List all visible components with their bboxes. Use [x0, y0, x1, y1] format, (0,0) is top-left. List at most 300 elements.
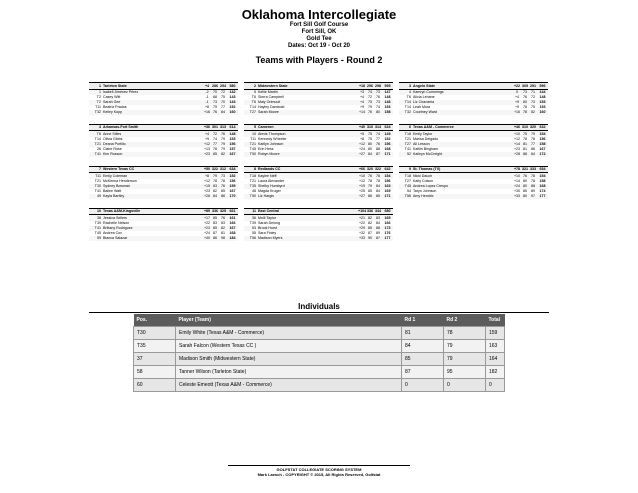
- player-to-par: +8: [204, 173, 210, 178]
- player-pos: T45: [404, 183, 411, 188]
- player-list: [89, 90, 238, 115]
- player-total: 153: [229, 136, 236, 141]
- team-round2: 320: [530, 125, 536, 130]
- player-round2: 84: [221, 110, 225, 115]
- player-round2: 74: [376, 105, 380, 110]
- individual-player: Emily White (Texas A&M - Commerce): [176, 327, 402, 340]
- individual-row: [134, 366, 505, 379]
- team-header: [89, 166, 238, 174]
- team-round2: 291: [530, 83, 536, 88]
- player-total: 142: [229, 89, 236, 94]
- team-row: [89, 208, 549, 241]
- player-round1: 76: [213, 110, 217, 115]
- player-name: Ali Lesson: [413, 141, 430, 146]
- player-round2: 84: [531, 152, 535, 157]
- team-round2: 298: [375, 83, 381, 88]
- team-box: [399, 82, 548, 115]
- player-row: [244, 90, 393, 95]
- team-to-par: +36: [203, 125, 211, 130]
- player-row: [399, 142, 548, 147]
- player-name: Alicia Lehane: [413, 94, 435, 99]
- player-round1: 78: [523, 110, 527, 115]
- player-total: 143: [229, 94, 236, 99]
- player-name: Sarah Gee: [103, 99, 121, 104]
- player-name: Sarah Moore: [258, 110, 279, 115]
- player-pos: T2: [96, 94, 101, 99]
- player-to-par: +5: [359, 131, 365, 136]
- player-pos: T45: [94, 230, 101, 235]
- player-round1: 74: [213, 136, 217, 141]
- player-round1: 88: [523, 152, 527, 157]
- player-round1: 85: [213, 215, 217, 220]
- player-round2: 83: [376, 215, 380, 220]
- player-row: [89, 184, 238, 189]
- player-row: [399, 189, 548, 194]
- player-pos: T21: [94, 141, 101, 146]
- player-round1: 84: [368, 152, 372, 157]
- player-to-par: +21: [358, 215, 366, 220]
- player-row: [89, 100, 238, 105]
- player-name: Molli Taylor: [258, 215, 276, 220]
- player-row: [399, 105, 548, 110]
- team-name: Texas A&M - Commerce: [413, 125, 454, 130]
- player-name: Kaity Colson: [413, 178, 434, 183]
- individual-row: [134, 327, 505, 340]
- player-pos: 49: [97, 194, 101, 199]
- player-pos: T21: [94, 178, 101, 183]
- team-header: [399, 166, 548, 174]
- player-pos: 52: [407, 152, 411, 157]
- individuals-title: Individuals: [298, 302, 340, 311]
- individual-player: Celeste Emeott (Texas A&M - Commerce): [176, 379, 402, 392]
- player-round1: 75: [368, 131, 372, 136]
- player-round1: 75: [523, 131, 527, 136]
- player-pos: T14: [404, 99, 411, 104]
- player-total: 171: [384, 152, 391, 157]
- player-name: Madison Myers: [258, 236, 283, 241]
- player-row: [89, 179, 238, 184]
- player-to-par: +22: [203, 220, 211, 225]
- player-total: 174: [539, 189, 546, 194]
- player-total: 167: [229, 152, 236, 157]
- player-pos: 59: [97, 236, 101, 241]
- player-pos: T45: [249, 147, 256, 152]
- player-list: [244, 90, 393, 115]
- player-to-par: +23: [203, 152, 211, 157]
- player-pos: T11: [95, 173, 101, 178]
- player-row: [89, 189, 238, 194]
- player-pos: T14: [249, 105, 256, 110]
- team-pos: 4: [99, 125, 101, 130]
- player-round1: 83: [213, 183, 217, 188]
- player-row: [244, 137, 393, 142]
- team-round1: 301: [212, 125, 218, 130]
- player-row: [399, 152, 548, 157]
- player-pos: T27: [404, 141, 411, 146]
- player-to-par: +24: [513, 183, 521, 188]
- player-to-par: +9: [514, 99, 520, 104]
- player-row: [244, 226, 393, 231]
- player-pos: T6: [251, 99, 256, 104]
- player-round2: 87: [376, 152, 380, 157]
- player-pos: T21: [249, 178, 256, 183]
- player-pos: T18: [404, 173, 411, 178]
- player-round2: 73: [531, 99, 535, 104]
- player-to-par: +24: [358, 147, 366, 152]
- course-location: Fort Sill, OK: [301, 29, 337, 35]
- player-name: Kim Rosson: [103, 152, 123, 157]
- player-row: [244, 184, 393, 189]
- player-round2: 84: [376, 189, 380, 194]
- player-name: Bianca Salazar: [103, 236, 128, 241]
- team-round2: 313: [220, 125, 226, 130]
- team-name: St. Thomas (TX): [413, 167, 441, 172]
- player-round2: 83: [221, 220, 225, 225]
- player-name: Kennedy Wheeler: [258, 136, 287, 141]
- player-round2: 77: [531, 141, 535, 146]
- team-header: [244, 166, 393, 174]
- team-to-par: +104: [358, 209, 367, 214]
- player-to-par: +25: [358, 189, 366, 194]
- player-round1: 70: [213, 89, 217, 94]
- player-name: Robyn Moore: [258, 152, 280, 157]
- player-round1: 76: [523, 173, 527, 178]
- player-round2: 75: [221, 94, 225, 99]
- team-pos: 9: [409, 167, 411, 172]
- individual-pos: 37: [134, 353, 176, 366]
- player-pos: T56: [249, 236, 256, 241]
- player-round1: 75: [368, 136, 372, 141]
- team-round2: 325: [220, 209, 226, 214]
- individual-rd1: 87: [402, 366, 444, 379]
- player-round2: 76: [376, 141, 380, 146]
- player-to-par: +19: [358, 183, 366, 188]
- team-round2: 333: [530, 167, 536, 172]
- player-round1: 75: [368, 99, 372, 104]
- individual-row: [134, 353, 505, 366]
- player-to-par: 0: [516, 89, 518, 94]
- player-round2: 73: [376, 89, 380, 94]
- team-total: 595: [384, 83, 391, 88]
- player-name: Sara Finley: [258, 230, 277, 235]
- team-to-par: +50: [203, 167, 211, 172]
- player-row: [244, 221, 393, 226]
- player-to-par: +28: [513, 152, 521, 157]
- player-row: [89, 152, 238, 157]
- player-total: 166: [229, 220, 236, 225]
- player-pos: 55: [252, 230, 256, 235]
- player-to-par: +4: [514, 94, 520, 99]
- player-row: [89, 215, 238, 220]
- player-pos: T50: [249, 194, 256, 199]
- individual-pos: T30: [134, 327, 176, 340]
- individual-pos: 58: [134, 366, 176, 379]
- player-list: [244, 131, 393, 156]
- player-row: [399, 90, 548, 95]
- player-row: [244, 110, 393, 115]
- player-round2: 78: [531, 178, 535, 183]
- player-name: Andrea Lopez Crespo: [413, 183, 448, 188]
- player-round2: 82: [531, 110, 535, 115]
- player-row: [244, 194, 393, 199]
- team-box: [399, 166, 548, 199]
- player-name: Jessica Sellers: [103, 215, 127, 220]
- player-row: [89, 105, 238, 110]
- player-row: [399, 194, 548, 199]
- individual-rd1: 81: [402, 327, 444, 340]
- player-row: [399, 110, 548, 115]
- team-box: [89, 124, 238, 157]
- team-name: East Central: [258, 209, 279, 214]
- player-to-par: +23: [513, 147, 521, 152]
- player-round1: 80: [368, 147, 372, 152]
- player-total: 171: [384, 194, 391, 199]
- team-box: [399, 124, 548, 157]
- player-round2: 85: [376, 194, 380, 199]
- player-to-par: +24: [203, 230, 211, 235]
- team-round1: 321: [522, 167, 528, 172]
- player-pos: T41: [94, 189, 101, 194]
- player-pos: T35: [249, 183, 256, 188]
- player-name: Kaitlyn Johnson: [258, 141, 284, 146]
- team-round2: 322: [375, 167, 381, 172]
- team-box: [244, 166, 393, 199]
- player-total: 153: [539, 99, 546, 104]
- footer-divider: [228, 465, 410, 466]
- player-pos: T30: [94, 183, 101, 188]
- player-pos: T14: [404, 105, 411, 110]
- player-to-par: +13: [203, 147, 211, 152]
- player-row: [244, 236, 393, 241]
- team-round1: 310: [367, 125, 373, 130]
- player-to-par: +12: [513, 136, 521, 141]
- player-to-par: +16: [203, 110, 211, 115]
- player-round2: 84: [376, 183, 380, 188]
- player-round2: 82: [221, 225, 225, 230]
- player-total: 156: [539, 136, 546, 141]
- player-pos: T6: [251, 94, 256, 99]
- player-name: Isabell Jiménez Pérez: [103, 89, 139, 94]
- player-to-par: +30: [513, 189, 521, 194]
- player-row: [244, 131, 393, 136]
- player-round2: 78: [376, 173, 380, 178]
- player-round1: 72: [213, 131, 217, 136]
- player-round2: 88: [531, 183, 535, 188]
- player-name: Brittany Rodriguez: [103, 225, 133, 230]
- player-to-par: +12: [358, 141, 366, 146]
- team-name: Tarleton State: [103, 83, 127, 88]
- player-name: Shelby Humbyrd: [258, 183, 285, 188]
- player-round2: 76: [376, 94, 380, 99]
- player-row: [244, 95, 393, 100]
- player-row: [244, 231, 393, 236]
- player-round2: 75: [531, 105, 535, 110]
- player-pos: T32: [404, 110, 411, 115]
- player-total: 172: [539, 152, 546, 157]
- player-total: 153: [539, 105, 546, 110]
- player-row: [399, 173, 548, 178]
- player-to-par: +16: [513, 110, 521, 115]
- team-box: [244, 208, 393, 241]
- player-to-par: -2: [205, 89, 209, 94]
- player-pos: T39: [94, 220, 101, 225]
- player-pos: T6: [406, 94, 411, 99]
- player-pos: 4: [409, 89, 411, 94]
- col-player-header: Player (Team): [176, 314, 402, 327]
- team-name: Midwestern State: [258, 83, 288, 88]
- player-name: Kaylee Neff: [258, 173, 277, 178]
- team-pos: 10: [97, 209, 101, 214]
- player-pos: T18: [249, 173, 256, 178]
- player-row: [399, 184, 548, 189]
- team-to-par: +46: [513, 125, 521, 130]
- player-round2: 84: [376, 220, 380, 225]
- player-round1: 80: [523, 183, 527, 188]
- player-round2: 71: [531, 89, 535, 94]
- player-row: [89, 194, 238, 199]
- player-round2: 78: [221, 178, 225, 183]
- team-to-par: +4: [204, 83, 210, 88]
- player-pos: T39: [249, 220, 256, 225]
- team-round2: 314: [375, 125, 381, 130]
- player-round2: 86: [221, 194, 225, 199]
- player-to-par: +29: [358, 225, 366, 230]
- player-to-par: +8: [204, 105, 210, 110]
- team-header: [89, 208, 238, 216]
- player-name: Bailee Watt: [103, 189, 122, 194]
- player-round2: 89: [376, 230, 380, 235]
- team-round1: 305: [522, 83, 528, 88]
- team-total: 654: [539, 167, 546, 172]
- team-round1: 296: [367, 83, 373, 88]
- player-pos: T41: [94, 152, 101, 157]
- player-round1: 81: [523, 141, 527, 146]
- player-round2: 79: [221, 147, 225, 152]
- player-round2: 80: [376, 110, 380, 115]
- player-round1: 82: [213, 189, 217, 194]
- player-total: 152: [229, 173, 236, 178]
- team-round1: 310: [522, 125, 528, 130]
- player-total: 152: [384, 136, 391, 141]
- player-to-par: -1: [205, 94, 209, 99]
- player-pos: T56: [404, 194, 411, 199]
- player-total: 156: [384, 178, 391, 183]
- player-name: Courtney Ward: [413, 110, 438, 115]
- player-to-par: +12: [203, 141, 211, 146]
- player-round1: 74: [368, 89, 372, 94]
- team-to-par: +66: [358, 167, 366, 172]
- player-row: [399, 179, 548, 184]
- player-total: 149: [384, 131, 391, 136]
- team-name: Arkansas-Fort Smith: [103, 125, 139, 130]
- player-round1: 78: [523, 105, 527, 110]
- player-total: 153: [384, 105, 391, 110]
- player-pos: T27: [249, 110, 256, 115]
- player-total: 167: [229, 225, 236, 230]
- player-round2: 78: [376, 178, 380, 183]
- player-list: [244, 215, 393, 240]
- player-row: [89, 90, 238, 95]
- player-name: Claire Rose: [103, 147, 122, 152]
- player-row: [244, 152, 393, 157]
- team-pos: 3: [409, 83, 411, 88]
- team-header: [399, 82, 548, 90]
- player-to-par: +23: [203, 189, 211, 194]
- player-total: 147: [384, 89, 391, 94]
- player-round2: 79: [221, 141, 225, 146]
- player-round2: 73: [376, 99, 380, 104]
- player-round2: 74: [376, 131, 380, 136]
- player-round2: 89: [531, 189, 535, 194]
- player-row: [399, 131, 548, 136]
- player-name: Olivia Gibbs: [103, 136, 123, 141]
- player-total: 168: [229, 230, 236, 235]
- player-round1: 87: [213, 230, 217, 235]
- player-to-par: +9: [204, 136, 210, 141]
- player-name: Maly Orimuuit: [258, 99, 281, 104]
- player-round2: 72: [531, 94, 535, 99]
- player-list: [89, 215, 238, 240]
- player-pos: 1: [99, 89, 101, 94]
- player-round1: 68: [213, 94, 217, 99]
- player-round2: 88: [376, 225, 380, 230]
- player-total: 169: [384, 189, 391, 194]
- player-name: Erin Hess: [258, 147, 274, 152]
- player-total: 156: [229, 141, 236, 146]
- team-name: Western Texas CC: [103, 167, 135, 172]
- player-to-par: +14: [513, 141, 521, 146]
- player-total: 148: [229, 131, 236, 136]
- player-round1: 86: [213, 236, 217, 241]
- player-round1: 73: [213, 99, 217, 104]
- team-box: [244, 124, 393, 157]
- player-total: 144: [539, 89, 546, 94]
- team-pos: 2: [254, 83, 256, 88]
- player-to-par: +14: [358, 110, 366, 115]
- player-total: 159: [229, 183, 236, 188]
- col-rd2-header: Rd 2: [444, 314, 486, 327]
- player-to-par: +15: [203, 183, 211, 188]
- player-list: [399, 173, 548, 198]
- footer-copyright: Mark Laesch - COPYRIGHT © 2015, All Rights Reserved, Golfstat: [257, 472, 381, 477]
- player-name: Sierra Campbell: [258, 94, 284, 99]
- player-round1: 79: [213, 173, 217, 178]
- footer-system: GOLFSTAT COLLEGIATE SCORING SYSTEM: [276, 467, 362, 472]
- player-total: 167: [229, 189, 236, 194]
- player-pos: T41: [404, 147, 411, 152]
- player-pos: T50: [249, 152, 256, 157]
- player-round1: 80: [368, 141, 372, 146]
- player-pos: T21: [404, 136, 411, 141]
- player-to-par: +4: [359, 94, 365, 99]
- player-row: [89, 147, 238, 152]
- team-total: 642: [384, 167, 391, 172]
- player-total: 148: [539, 94, 546, 99]
- player-row: [89, 231, 238, 236]
- player-round1: 85: [368, 225, 372, 230]
- player-round1: 90: [368, 236, 372, 241]
- player-total: 170: [229, 194, 236, 199]
- player-name: Kaitlin Bingham: [413, 147, 438, 152]
- player-name: Andrea Cox: [103, 230, 122, 235]
- player-total: 167: [539, 147, 546, 152]
- player-list: [89, 131, 238, 156]
- player-round1: 85: [213, 152, 217, 157]
- player-round2: 76: [221, 183, 225, 188]
- individual-pos: 60: [134, 379, 176, 392]
- player-row: [89, 95, 238, 100]
- player-list: [399, 90, 548, 115]
